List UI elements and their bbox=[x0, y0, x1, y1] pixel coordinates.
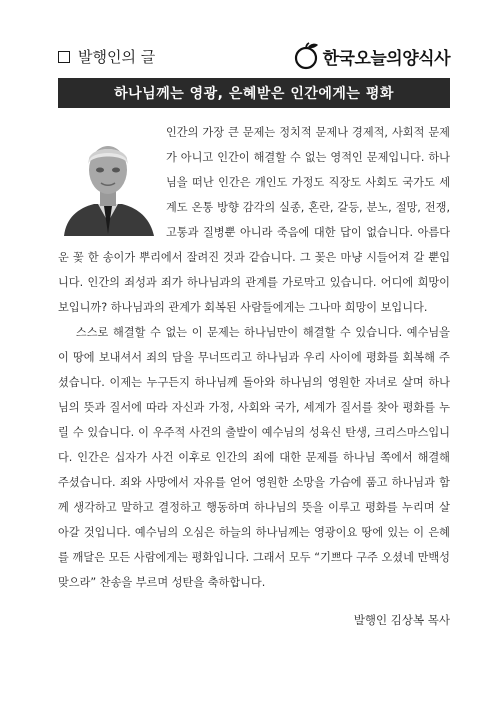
article-title: 하나님께는 영광, 은혜받은 인간에게는 평화 bbox=[114, 86, 394, 102]
square-bullet-icon bbox=[58, 51, 70, 63]
apple-leaf-logo-icon bbox=[294, 42, 320, 70]
header bbox=[58, 42, 450, 72]
section-label bbox=[58, 46, 155, 67]
article-title-bar bbox=[58, 78, 450, 108]
brand-name: 한국오늘의양식사 bbox=[322, 48, 450, 69]
paragraph-1: 인간의 가장 큰 문제는 정치적 문제나 경제적, 사회적 문제가 아니고 인간이 해결할 수 없는 영적인 문제입니다. 하나님을 떠난 인간은 개인도 가정도 직장도 사회도 국가도 세계도 온통 방향 감각의 실종, 혼란, 갈등, 분노, 절망, 전쟁, 고통과 질병뿐 아니라 죽음에 대한 답이 없습니다. 아름다운 꽃 한 송이가 뿌리에서 잘려진 것과 같습니다. 그 꽃은 마냥 시들어져 갈 뿐입니다. 인간의 죄성과 죄가 하나님과의 관계를 가로막고 있습니다. 어디에 희망이 보입니까? 하나님과의 관계가 회복된 사람들에게는 그나마 희망이 보입니다. bbox=[58, 126, 450, 314]
section-label-text: 발행인의 글 bbox=[78, 48, 156, 66]
brand bbox=[294, 42, 450, 70]
paragraph-2: 스스로 해결할 수 없는 이 문제는 하나님만이 해결할 수 있습니다. 예수님을 이 땅에 보내셔서 죄의 담을 무너뜨리고 하나님과 우리 사이에 평화를 회복해 주셨습니다. 이제는 누구든지 하나님께 돌아와 하나님의 영원한 자녀로 살며 하나님의 뜻과 질서에 따라 자신과 가정, 사회와 국가, 세계가 질서를 찾아 평화를 누릴 수 있습니다. 이 우주적 사건의 출발이 예수님의 성육신 탄생, 크리스마스입니다. 인간은 십자가 사건 이후로 인간의 죄에 대한 문제를 하나님 쪽에서 해결해 주셨습니다. 죄와 사망에서 자유를 얻어 영원한 소망을 가슴에 품고 하나님과 함께 생각하고 말하고 결정하고 행동하며 하나님의 뜻을 이루고 평화를 누리며 살아갈 것입니다. 예수님의 오심은 하늘의 하나님께는 영광이요 땅에 있는 이 은혜를 깨달은 모든 사람에게는 평화입니다. 그래서 모두 “기쁘다 구주 오셨네 만백성 맞으라” 찬송을 부르며 성탄을 축하합니다. bbox=[58, 326, 450, 589]
signature: 발행인 김상복 목사 bbox=[353, 613, 450, 627]
